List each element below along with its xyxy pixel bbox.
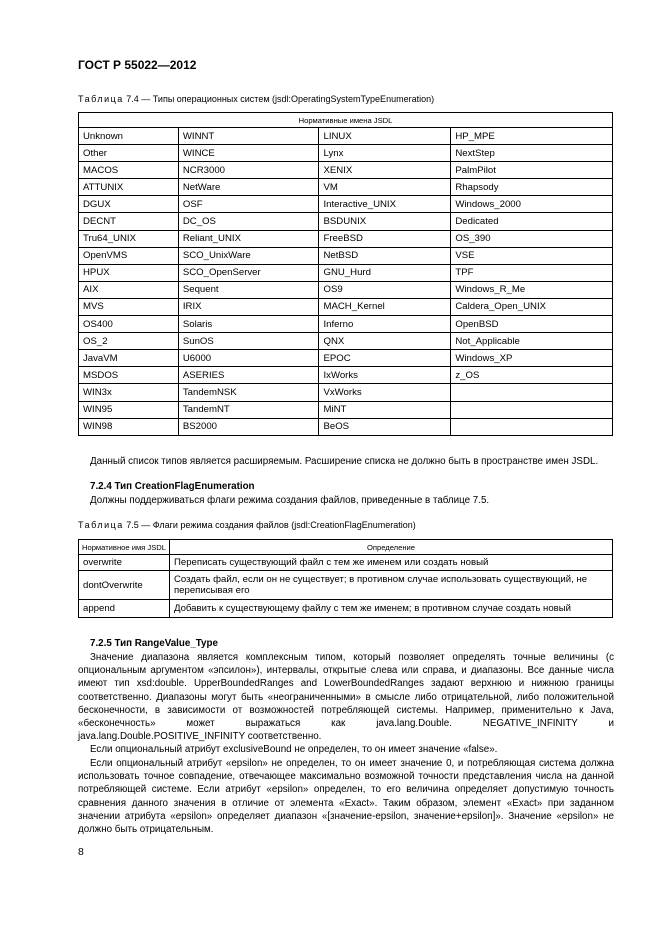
os-name-cell: MACH_Kernel bbox=[319, 298, 451, 315]
os-name-cell: Windows_2000 bbox=[451, 196, 613, 213]
section-7-2-4-heading: 7.2.4 Тип CreationFlagEnumeration bbox=[90, 481, 255, 492]
os-name-cell: MSDOS bbox=[79, 367, 179, 384]
page-number: 8 bbox=[78, 846, 84, 858]
section-7-2-5-heading: 7.2.5 Тип RangeValue_Type bbox=[90, 638, 218, 649]
range-value-paragraph-2: Если опциональный атрибут exclusiveBound не определен, то он имеет значение «false». bbox=[90, 744, 498, 755]
section-7-2-4-text: Должны поддерживаться флаги режима создания файлов, приведенные в таблице 7.5. bbox=[90, 495, 490, 506]
os-name-cell: BS2000 bbox=[178, 418, 319, 435]
flag-name: overwrite bbox=[79, 555, 170, 571]
os-name-cell: OS_2 bbox=[79, 333, 179, 350]
os-name-cell: DECNT bbox=[79, 213, 179, 230]
os-name-cell: LINUX bbox=[319, 128, 451, 145]
table-row bbox=[79, 179, 613, 196]
os-name-cell: WIN95 bbox=[79, 401, 179, 418]
table-row bbox=[79, 316, 613, 333]
os-name-cell: Other bbox=[79, 145, 179, 162]
os-name-cell: OS400 bbox=[79, 316, 179, 333]
os-name-cell: Tru64_UNIX bbox=[79, 230, 179, 247]
os-name-cell: DGUX bbox=[79, 196, 179, 213]
table-row bbox=[79, 555, 613, 571]
os-name-cell: OSF bbox=[178, 196, 319, 213]
os-name-cell bbox=[451, 401, 613, 418]
table-row bbox=[79, 196, 613, 213]
os-name-cell: Dedicated bbox=[451, 213, 613, 230]
table-caption-prefix: Таблица bbox=[78, 520, 124, 530]
flag-name: append bbox=[79, 600, 170, 618]
os-name-cell: OS9 bbox=[319, 281, 451, 298]
os-name-cell: VM bbox=[319, 179, 451, 196]
col-header-definition: Определение bbox=[169, 540, 612, 555]
os-name-cell: VxWorks bbox=[319, 384, 451, 401]
creation-flags-table bbox=[78, 539, 613, 618]
os-name-cell: TPF bbox=[451, 264, 613, 281]
os-name-cell: PalmPilot bbox=[451, 162, 613, 179]
os-name-cell bbox=[451, 418, 613, 435]
os-name-cell: Inferno bbox=[319, 316, 451, 333]
os-name-cell: HPUX bbox=[79, 264, 179, 281]
os-name-cell: ATTUNIX bbox=[79, 179, 179, 196]
os-name-cell: EPOC bbox=[319, 350, 451, 367]
os-name-cell: Unknown bbox=[79, 128, 179, 145]
os-name-cell: FreeBSD bbox=[319, 230, 451, 247]
os-name-cell: BeOS bbox=[319, 418, 451, 435]
extensibility-note: Данный список типов является расширяемым. Расширение списка не должно быть в пространстве имен JSDL. bbox=[90, 456, 599, 467]
col-header-name: Нормативное имя JSDL bbox=[79, 540, 170, 555]
os-name-cell: IxWorks bbox=[319, 367, 451, 384]
os-types-table-body bbox=[79, 128, 613, 436]
table-row bbox=[79, 401, 613, 418]
os-name-cell: DC_OS bbox=[178, 213, 319, 230]
os-name-cell: TandemNT bbox=[178, 401, 319, 418]
os-name-cell: Reliant_UNIX bbox=[178, 230, 319, 247]
os-name-cell: QNX bbox=[319, 333, 451, 350]
os-name-cell: NextStep bbox=[451, 145, 613, 162]
os-name-cell: WINCE bbox=[178, 145, 319, 162]
os-name-cell: JavaVM bbox=[79, 350, 179, 367]
table-row bbox=[79, 128, 613, 145]
table-caption-prefix: Таблица bbox=[78, 94, 124, 104]
os-name-cell: VSE bbox=[451, 247, 613, 264]
os-name-cell: HP_MPE bbox=[451, 128, 613, 145]
flag-definition: Переписать существующий файл с тем же именем или создать новый bbox=[169, 555, 612, 571]
table-row bbox=[79, 350, 613, 367]
flag-definition: Создать файл, если он не существует; в противном случае использовать существующий, не переписывая его bbox=[169, 571, 612, 600]
os-name-cell: IRIX bbox=[178, 298, 319, 315]
range-value-paragraph-1: Значение диапазона является комплексным типом, который позволяет определять точные величины (с опциональным аргументом «эпсилон»), интервалы, открытые слева или справа, и диапазоны. Все данные числа имеют тип xsd:double. UpperBoundedRanges and LowerBoundedRanges задают верхнюю и нижнюю границы соответственно. Диапазоны могут быть «неограниченными» в смысле либо отрицательной, либо положительной бесконечности, в зависимости от возможностей потребляющей системы. Например, применительно к Java, «бесконечность» может выражаться как java.lang.Double. NEGATIVE_INFINITY и java.lang.Double.POSITIVE_INFINITY соответственно. bbox=[78, 652, 614, 743]
os-name-cell bbox=[451, 384, 613, 401]
os-name-cell: OpenVMS bbox=[79, 247, 179, 264]
table-row bbox=[79, 298, 613, 315]
os-name-cell: ASERIES bbox=[178, 367, 319, 384]
os-name-cell: TandemNSK bbox=[178, 384, 319, 401]
os-name-cell: AIX bbox=[79, 281, 179, 298]
table-row bbox=[79, 264, 613, 281]
os-name-cell: Rhapsody bbox=[451, 179, 613, 196]
range-value-paragraph-3: Если опциональный атрибут «epsilon» не определен, то он имеет значение 0, и потребляющая система должна использовать точное совпадение, отвечающее максимально возможной точности представления числа на данной потребляющей системе. Если атрибут «epsilon» определен, то его величина определяет допустимую точность сравнения данного значения в отличие от элемента «Exact». Таким образом, элемент «Exact» при заданном значении атрибута «epsilon» определяет диапазон «[значение-epsilon, значение+epsilon]». Значение «epsilon» не должно быть отрицательным. bbox=[78, 758, 614, 836]
table-caption-text: 7.4 — Типы операционных систем (jsdl:OperatingSystemTypeEnumeration) bbox=[123, 94, 435, 104]
os-name-cell: GNU_Hurd bbox=[319, 264, 451, 281]
os-name-cell: U6000 bbox=[178, 350, 319, 367]
table-row bbox=[79, 145, 613, 162]
table-caption-text: 7.5 — Флаги режима создания файлов (jsdl:CreationFlagEnumeration) bbox=[123, 520, 416, 530]
os-name-cell: SCO_UnixWare bbox=[178, 247, 319, 264]
table-row bbox=[79, 281, 613, 298]
table-row bbox=[79, 162, 613, 179]
os-name-cell: WIN3x bbox=[79, 384, 179, 401]
table-row bbox=[79, 333, 613, 350]
flag-name: dontOverwrite bbox=[79, 571, 170, 600]
table-header: Нормативные имена JSDL bbox=[79, 113, 613, 128]
os-name-cell: NCR3000 bbox=[178, 162, 319, 179]
os-name-cell: Sequent bbox=[178, 281, 319, 298]
os-name-cell: MVS bbox=[79, 298, 179, 315]
document-id-header: ГОСТ Р 55022—2012 bbox=[78, 58, 197, 72]
os-name-cell: Windows_R_Me bbox=[451, 281, 613, 298]
table-row bbox=[79, 230, 613, 247]
os-name-cell: Solaris bbox=[178, 316, 319, 333]
os-name-cell: Lynx bbox=[319, 145, 451, 162]
os-name-cell: OpenBSD bbox=[451, 316, 613, 333]
os-name-cell: z_OS bbox=[451, 367, 613, 384]
os-name-cell: MiNT bbox=[319, 401, 451, 418]
table-row bbox=[79, 600, 613, 618]
os-name-cell: NetBSD bbox=[319, 247, 451, 264]
os-name-cell: SunOS bbox=[178, 333, 319, 350]
table-row bbox=[79, 418, 613, 435]
table-7-4-caption bbox=[78, 94, 434, 104]
os-name-cell: Interactive_UNIX bbox=[319, 196, 451, 213]
os-name-cell: BSDUNIX bbox=[319, 213, 451, 230]
table-row bbox=[79, 384, 613, 401]
table-7-5-caption bbox=[78, 520, 416, 530]
os-name-cell: OS_390 bbox=[451, 230, 613, 247]
os-name-cell: Not_Applicable bbox=[451, 333, 613, 350]
os-name-cell: WIN98 bbox=[79, 418, 179, 435]
table-row bbox=[79, 367, 613, 384]
table-row bbox=[79, 571, 613, 600]
os-types-table bbox=[78, 112, 613, 436]
os-name-cell: WINNT bbox=[178, 128, 319, 145]
os-name-cell: Windows_XP bbox=[451, 350, 613, 367]
flag-definition: Добавить к существующему файлу с тем же именем; в противном случае создать новый bbox=[169, 600, 612, 618]
table-row bbox=[79, 247, 613, 264]
os-name-cell: NetWare bbox=[178, 179, 319, 196]
os-name-cell: XENIX bbox=[319, 162, 451, 179]
os-name-cell: Caldera_Open_UNIX bbox=[451, 298, 613, 315]
table-row bbox=[79, 213, 613, 230]
os-name-cell: SCO_OpenServer bbox=[178, 264, 319, 281]
os-name-cell: MACOS bbox=[79, 162, 179, 179]
